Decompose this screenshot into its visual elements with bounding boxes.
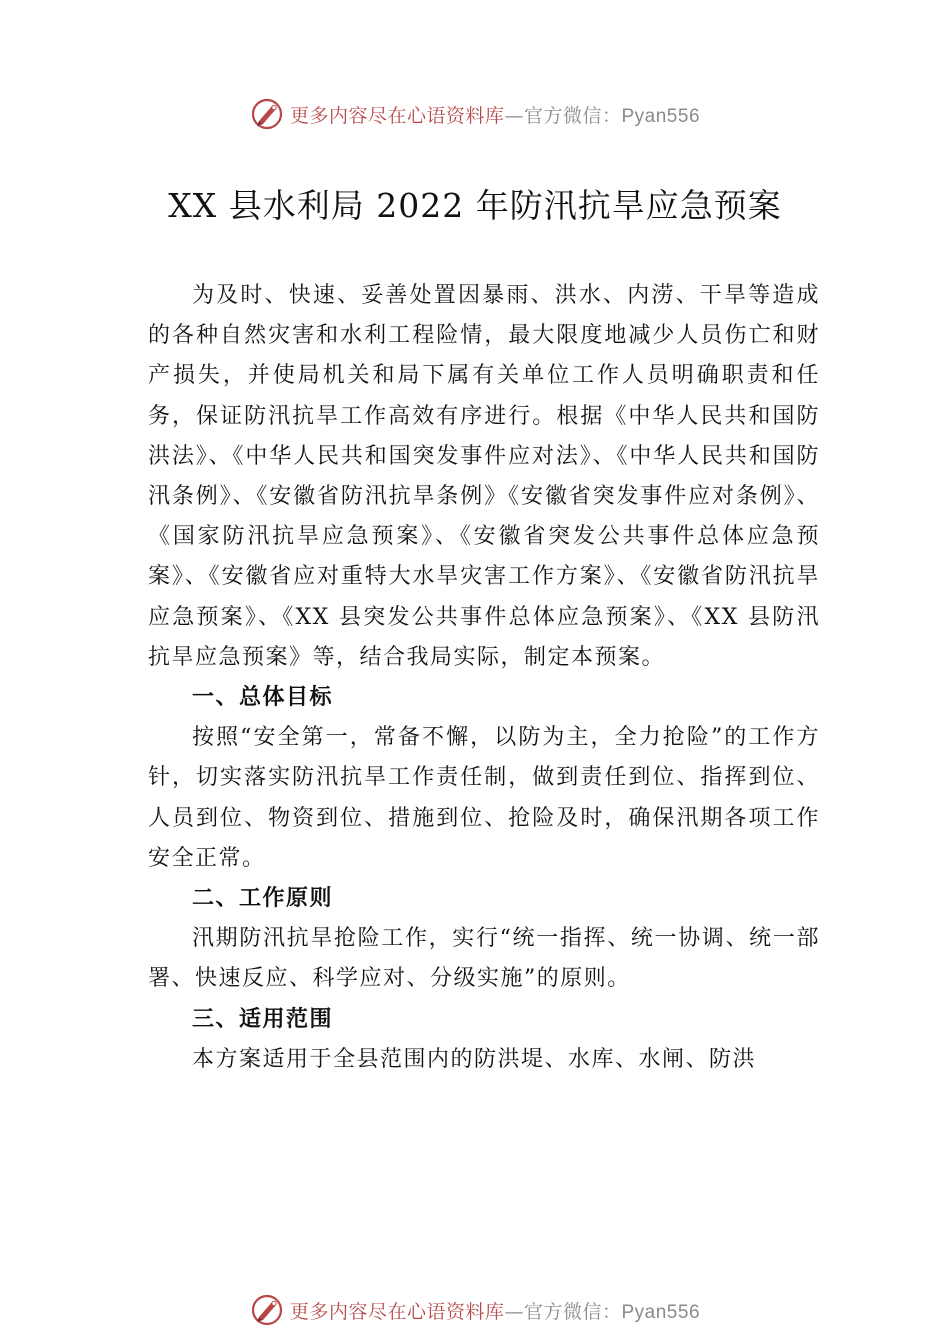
banner-site-name: 更多内容尽在心语资料库: [289, 104, 505, 127]
intro-paragraph: 为及时、快速、妥善处置因暴雨、洪水、内涝、干旱等造成的各种自然灾害和水利工程险情，最大限度地减少人员伤亡和财产损失，并使局机关和局下属有关单位工作人员明确职责和任务，保证防汛抗旱工作高效有序进行。根据《中华人民共和国防洪法》、《中华人民共和国突发事件应对法》、《中华人民共和国防汛条例》、《安徽省防汛抗旱条例》《安徽省突发事件应对条例》、《国家防汛抗旱应急预案》、《安徽省突发公共事件总体应急预案》、《安徽省应对重特大水旱灾害工作方案》、《安徽省防汛抗旱应急预案》、《XX 县突发公共事件总体应急预案》、《XX 县防汛抗旱应急预案》等，结合我局实际，制定本预案。: [148, 283, 820, 670]
banner-separator: —: [504, 104, 524, 127]
footer-banner: [0, 1290, 950, 1330]
section-heading-goal: 一、总体目标: [192, 685, 334, 711]
banner-official-label: 官方微信：: [523, 1300, 622, 1323]
banner-separator: —: [504, 1300, 524, 1323]
pen-circle-icon: [250, 1293, 284, 1327]
banner-text: [290, 1297, 700, 1324]
document-body: [148, 276, 820, 1080]
banner-text: [290, 101, 700, 128]
section-text-principle: 汛期防汛抗旱抢险工作，实行“统一指挥、统一协调、统一部署、快速反应、科学应对、分级实施”的原则。: [148, 926, 820, 992]
section-text-goal: 按照“安全第一，常备不懈，以防为主，全力抢险”的工作方针，切实落实防汛抗旱工作责任制，做到责任到位、指挥到位、人员到位、物资到位、措施到位、抢险及时，确保汛期各项工作安全正常。: [148, 725, 820, 871]
banner-wechat-id: Pyan556: [621, 105, 701, 127]
section-heading-scope: 三、适用范围: [192, 1006, 334, 1032]
banner-wechat-id: Pyan556: [621, 1301, 701, 1323]
page-title: XX 县水利局 2022 年防汛抗旱应急预案: [168, 186, 782, 225]
header-banner: [0, 94, 950, 134]
section-text-scope: 本方案适用于全县范围内的防洪堤、水库、水闸、防洪: [192, 1046, 757, 1072]
pen-circle-icon: [250, 97, 284, 131]
banner-official-label: 官方微信：: [523, 104, 622, 127]
banner-site-name: 更多内容尽在心语资料库: [289, 1300, 505, 1323]
section-heading-principle: 二、工作原则: [192, 886, 334, 912]
